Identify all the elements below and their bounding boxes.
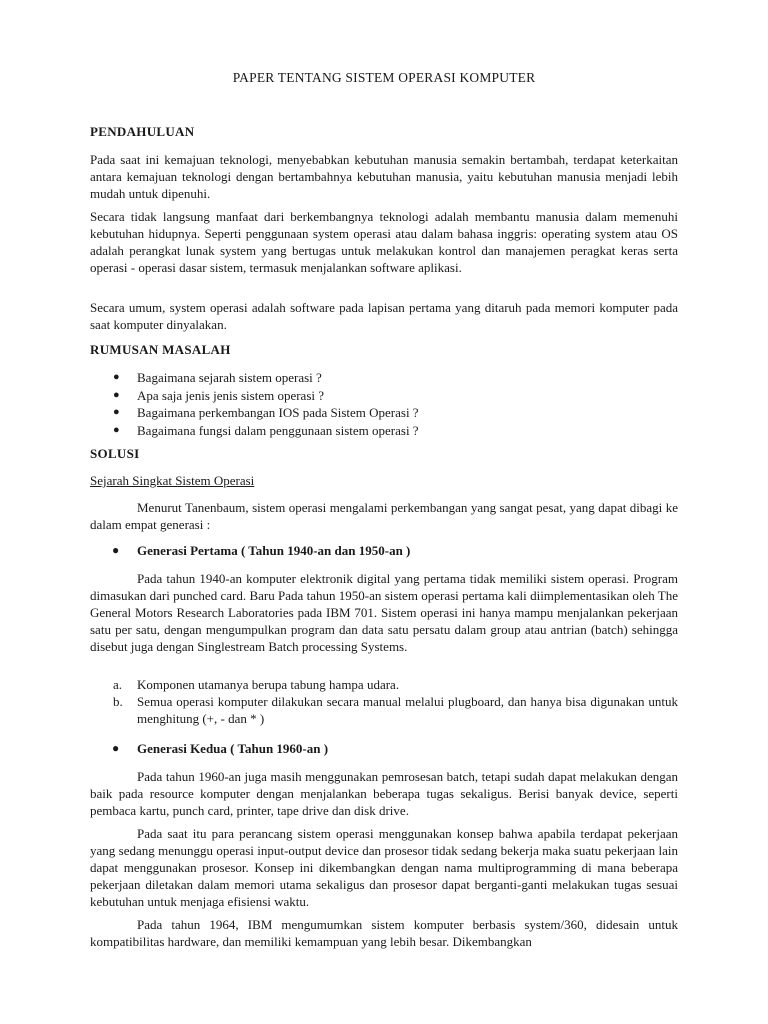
heading-rumusan-masalah: RUMUSAN MASALAH bbox=[90, 342, 231, 357]
list-item: ● Apa saja jenis jenis sistem operasi ? bbox=[113, 387, 325, 403]
generasi-kedua-paragraph-2: Pada saat itu para perancang sistem operasi menggunakan konsep bahwa apabila terdapat pekerjaan yang sedang menunggu operasi input-output device dan prosesor tidak sedang bekerja maka suatu pekerjaan lain dapat menggunakan prosesor. Konsep ini dikembangkan dengan nama multiprogramming di mana beberapa pekerjaan diletakan dalam memori utama sekaligus dan prosesor dapat berganti-ganti melakukan tugas sesuai kebutuhan untuk menjaga efisiensi waktu. bbox=[90, 826, 678, 909]
bullet-icon: ● bbox=[113, 423, 120, 436]
solusi-intro: Menurut Tanenbaum, sistem operasi mengalami perkembangan yang sangat pesat, yang dapat dibagi ke dalam empat generasi : bbox=[90, 500, 678, 532]
paper-title: PAPER TENTANG SISTEM OPERASI KOMPUTER bbox=[232, 70, 536, 85]
generasi-pertama-paragraph: Pada tahun 1940-an komputer elektronik digital yang pertama tidak memiliki sistem operasi. Program dimasukan dari punched card. Baru Pada tahun 1950-an sistem operasi pertama kali diimplementasikan oleh The General Motors Research Laboratories pada IBM 701. Sistem operasi ini hanya mampu menjalankan pekerjaan satu per satu, dengan mengumpulkan program dan data satu persatu dalam group atau antrian (batch) sehingga disebut juga dengan Singlestream Batch processing Systems. bbox=[90, 571, 678, 654]
pendahuluan-paragraph-1: Pada saat ini kemajuan teknologi, menyebabkan kebutuhan manusia semakin bertambah, terdapat keterkaitan antara kemajuan teknologi dengan bertambahnya kebutuhan manusia, yaitu kebutuhan manusia menjadi lebih mudah untuk dipenuhi. bbox=[90, 152, 678, 201]
pendahuluan-paragraph-3: Secara umum, system operasi adalah software pada lapisan pertama yang ditaruh pada memori komputer pada saat komputer dinyalakan. bbox=[90, 300, 678, 332]
pendahuluan-paragraph-2: Secara tidak langsung manfaat dari berkembangnya teknologi adalah membantu manusia dalam memenuhi kebutuhan hidupnya. Seperti penggunaan system operasi atau dalam bahasa inggris: operating system atau OS adalah perangkat lunak system yang bertugas untuk melakukan kontrol dan manajemen peragkat keras serta operasi - operasi dasar sistem, termasuk menjalankan software aplikasi. bbox=[90, 209, 678, 275]
bullet-icon: ● bbox=[113, 371, 120, 383]
rumusan-list bbox=[90, 369, 419, 439]
generasi-pertama-list bbox=[90, 676, 678, 727]
generasi-kedua-heading: ● Generasi Kedua ( Tahun 1960-an ) bbox=[112, 741, 329, 756]
list-item: b. Semua operasi komputer dilakukan secara manual melalui plugboard, dan hanya bisa digunakan untuk menghitung (+, - dan * ) bbox=[113, 694, 678, 726]
heading-solusi: SOLUSI bbox=[90, 446, 140, 461]
bullet-icon: ● bbox=[112, 741, 120, 755]
generasi-kedua-paragraph-3: Pada tahun 1964, IBM mengumumkan sistem komputer berbasis system/360, didesain untuk kompatibilitas hardware, dan memiliki kemampuan yang lebih besar. Dikembangkan bbox=[90, 917, 678, 949]
heading-pendahuluan: PENDAHULUAN bbox=[90, 124, 195, 139]
generasi-pertama-heading: ● Generasi Pertama ( Tahun 1940-an dan 1950-an ) bbox=[112, 543, 411, 558]
bullet-icon: ● bbox=[113, 406, 120, 418]
list-item: ● Bagaimana perkembangan IOS pada Sistem Operasi ? bbox=[113, 405, 419, 420]
bullet-icon: ● bbox=[112, 543, 120, 557]
list-item: ● Bagaimana sejarah sistem operasi ? bbox=[113, 370, 322, 385]
list-item: ● Bagaimana fungsi dalam penggunaan sistem operasi ? bbox=[113, 422, 419, 438]
bullet-icon: ● bbox=[113, 388, 120, 401]
list-item: a. Komponen utamanya berupa tabung hampa udara. bbox=[113, 677, 400, 692]
generasi-kedua-paragraph-1: Pada tahun 1960-an juga masih menggunakan pemrosesan batch, tetapi sudah dapat melakukan dengan baik pada resource komputer dengan menjalankan beberapa tugas sekaligus. Berisi banyak device, seperti pembaca kartu, punch card, printer, tape drive dan disk drive. bbox=[90, 769, 678, 818]
subtitle-sejarah: Sejarah Singkat Sistem Operasi bbox=[90, 473, 255, 488]
